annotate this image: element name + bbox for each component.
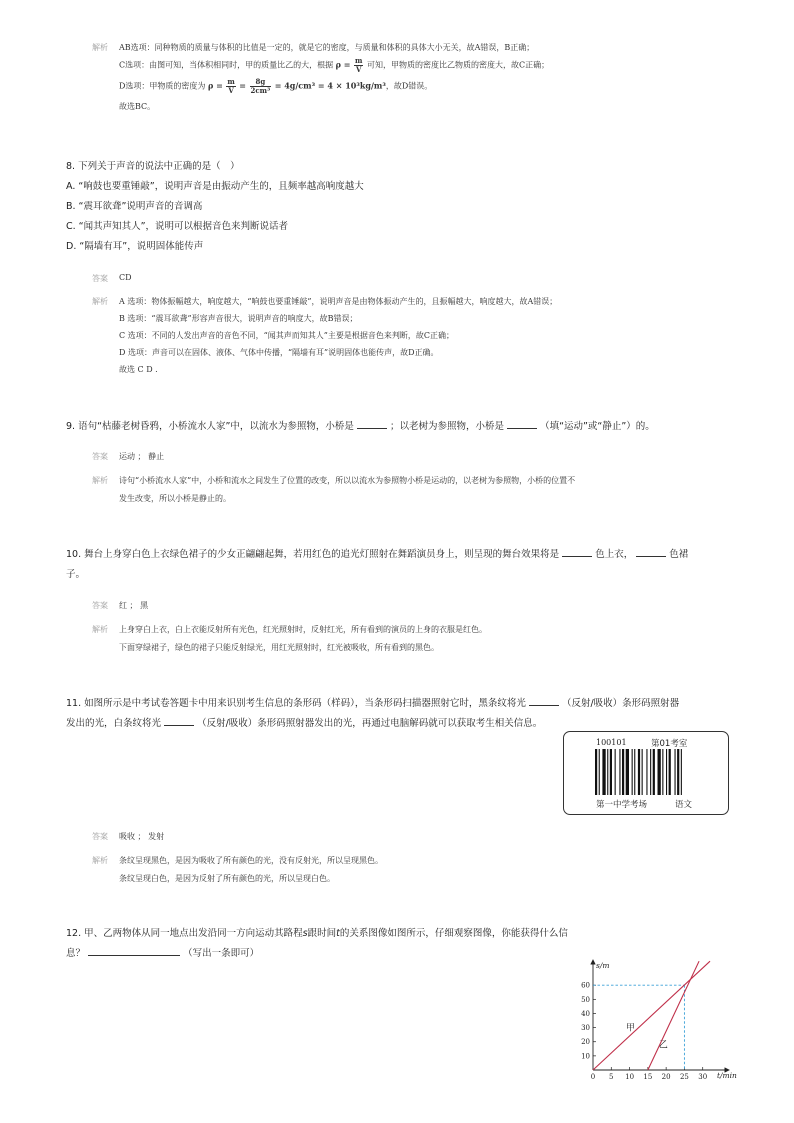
barcode-bar bbox=[650, 749, 651, 795]
series-label-yi: 乙 bbox=[658, 1040, 668, 1051]
q8-option-b: B. “震耳欲聋”说明声音的音调高 bbox=[66, 201, 203, 212]
barcode-subject: 语文 bbox=[675, 800, 693, 810]
answer-tag: 答案 bbox=[92, 274, 108, 283]
q8-analysis-line: D 选项：声音可以在固体、液体、气体中传播，“隔墙有耳”说明固体也能传声，故D正确。 bbox=[119, 348, 439, 357]
y-tick-label: 30 bbox=[581, 1024, 590, 1033]
q10-stem-cont: 子。 bbox=[66, 569, 86, 580]
barcode-bar bbox=[638, 749, 640, 795]
q10-analysis-line: 上身穿白上衣，白上衣能反射所有光色，红光照射时，反射红光，所有看到的演员的上身的衣服是红色。 bbox=[119, 625, 487, 634]
answer-tag: 答案 bbox=[92, 601, 108, 610]
barcode-bar bbox=[602, 749, 605, 795]
q11-stem-cont: 发出的光，白条纹将光 （反射/吸收）条形码照射器发出的光，再通过电脑解码就可以获取考生相关信息。 bbox=[66, 718, 543, 729]
barcode-bar bbox=[607, 749, 608, 795]
q11-blank-1[interactable] bbox=[529, 696, 559, 706]
x-tick-label: 20 bbox=[661, 1073, 671, 1081]
q11-analysis-line: 条纹呈现白色，是因为反射了所有颜色的光，所以呈现白色。 bbox=[119, 874, 335, 883]
q10-blank-2[interactable] bbox=[636, 547, 666, 557]
q7-analysis-line: AB选项：同种物质的质量与体积的比值是一定的，就是它的密度，与质量和体积的具体大小无关，故A错误，B正确； bbox=[119, 43, 535, 52]
x-tick-label: 25 bbox=[679, 1073, 689, 1081]
barcode-bar bbox=[632, 749, 633, 795]
x-tick-label: 15 bbox=[643, 1073, 653, 1081]
barcode-bar bbox=[642, 749, 643, 795]
x-tick-label: 10 bbox=[625, 1073, 635, 1081]
analysis-tag: 解析 bbox=[92, 625, 108, 634]
barcode-room: 第01考室 bbox=[651, 739, 688, 749]
barcode-bar bbox=[610, 749, 612, 795]
q12-stem: 12. 甲、乙两物体从同一地点出发沿同一方向运动其路程s跟时间t的关系图像如图所示，仔细观察图像，你能获得什么信 bbox=[66, 928, 568, 939]
series-line-1 bbox=[648, 961, 699, 1070]
q10-analysis-line: 下面穿绿裙子，绿色的裙子只能反射绿光，用红光照射时，红光被吸收，所有看到的黑色。 bbox=[119, 643, 439, 652]
q9-analysis-line: 发生改变，所以小桥是静止的。 bbox=[119, 494, 231, 503]
barcode-bar bbox=[646, 749, 647, 795]
barcode-bar bbox=[662, 749, 663, 795]
q8-option-d: D. “隔墙有耳”，说明固体能传声 bbox=[66, 241, 204, 252]
barcode-bar bbox=[681, 749, 682, 795]
barcode-bar bbox=[669, 749, 671, 795]
analysis-tag: 解析 bbox=[92, 476, 108, 485]
barcode-number: 100101 bbox=[596, 738, 627, 747]
barcode-bar bbox=[653, 749, 655, 795]
series-line-0 bbox=[593, 961, 710, 1070]
x-tick-label: 0 bbox=[590, 1073, 596, 1081]
barcode-bars bbox=[595, 749, 699, 795]
q12-stem-cont: 息？ （写出一条即可） bbox=[66, 948, 260, 959]
y-tick-label: 40 bbox=[581, 1009, 590, 1018]
answer-tag: 答案 bbox=[92, 452, 108, 461]
analysis-tag: 解析 bbox=[92, 43, 108, 52]
barcode-bar bbox=[677, 749, 679, 795]
x-axis-label: t/min bbox=[717, 1071, 737, 1080]
barcode-bar bbox=[622, 749, 624, 795]
answer-tag: 答案 bbox=[92, 832, 108, 841]
x-tick-label: 30 bbox=[698, 1073, 708, 1081]
y-tick-label: 50 bbox=[581, 995, 590, 1004]
q9-blank-2[interactable] bbox=[507, 419, 537, 429]
barcode-bar bbox=[619, 749, 620, 795]
q8-stem: 8. 下列关于声音的说法中正确的是（ ） bbox=[66, 161, 240, 172]
y-tick-label: 60 bbox=[581, 981, 590, 990]
q8-analysis-line: C 选项：不同的人发出声音的音色不同，“闻其声而知其人”主要是根据音色来判断，故C正确； bbox=[119, 331, 454, 340]
q8-analysis-line: B 选项：“震耳欲聋”形容声音很大，说明声音的响度大，故B错误； bbox=[119, 314, 358, 323]
q11-analysis-line: 条纹呈现黑色，是因为吸收了所有颜色的光，没有反射光，所以呈现黑色。 bbox=[119, 856, 383, 865]
q11-blank-2[interactable] bbox=[164, 716, 194, 726]
analysis-tag: 解析 bbox=[92, 297, 108, 306]
q10-stem: 10. 舞台上身穿白色上衣绿色裙子的少女正翩翩起舞，若用红色的追光灯照射在舞蹈演员身上，则呈现的舞台效果将是 色上衣， 色裙 bbox=[66, 549, 689, 560]
analysis-tag: 解析 bbox=[92, 856, 108, 865]
barcode-bar bbox=[595, 749, 597, 795]
y-tick-label: 20 bbox=[581, 1038, 590, 1047]
q11-answer: 吸收 ； 发射 bbox=[119, 832, 165, 841]
q10-answer: 红 ； 黑 bbox=[119, 601, 149, 610]
q8-analysis-end: 故选 C D . bbox=[119, 365, 158, 374]
s-t-graph bbox=[570, 958, 737, 1084]
barcode-bar bbox=[666, 749, 667, 795]
q9-answer: 运动 ； 静止 bbox=[119, 452, 165, 461]
q7-analysis-end: 故选BC。 bbox=[119, 102, 156, 111]
barcode-bar bbox=[615, 749, 616, 795]
q11-stem: 11. 如图所示是中考试卷答题卡中用来识别考生信息的条形码（样码），当条形码扫描器照射它时，黑条纹将光 （反射/吸收）条形码照射器 bbox=[66, 698, 680, 709]
q8-answer: CD bbox=[119, 273, 132, 282]
barcode-bar bbox=[675, 749, 676, 795]
q9-stem: 9. 语句“枯藤老树昏鸦，小桥流水人家”中，以流水为参照物，小桥是 ；以老树为参照物，小桥是 （填“运动”或“静止”）的。 bbox=[66, 421, 655, 432]
barcode-bar bbox=[626, 749, 629, 795]
barcode-bar bbox=[658, 749, 661, 795]
barcode-card bbox=[563, 731, 729, 815]
barcode-school: 第一中学考场 bbox=[596, 800, 648, 810]
x-tick-label: 5 bbox=[609, 1073, 614, 1081]
q9-analysis-line: 诗句“小桥流水人家”中，小桥和流水之间发生了位置的改变，所以以流水为参照物小桥是运动的，以老树为参照物，小桥的位置不 bbox=[119, 476, 576, 485]
q7-analysis-line-c: C选项：由图可知，当体积相同时，甲的质量比乙的大，根据 ρ = $\frac{m}{V}$ 可知，甲物质的密度比乙物质的密度大，故C正确； bbox=[119, 56, 550, 74]
barcode-bar bbox=[634, 749, 635, 795]
q12-blank[interactable] bbox=[88, 946, 180, 956]
q9-blank-1[interactable] bbox=[357, 419, 387, 429]
q7-analysis-line-d: D选项：甲物质的密度为 ρ = $\frac{m}{V}$ = $\frac{8g}{\text{2cm³}}$ = 4g/cm³ = 4 × 10³kg/m³，故D错误。 bbox=[119, 77, 433, 95]
q8-option-a: A. “响鼓也要重锤敲”，说明声音是由振动产生的，且频率越高响度越大 bbox=[66, 181, 364, 192]
series-label-jia: 甲 bbox=[625, 1023, 635, 1034]
barcode-bar bbox=[599, 749, 600, 795]
q8-option-c: C. “闻其声知其人”，说明可以根据音色来判断说话者 bbox=[66, 221, 289, 232]
y-tick-label: 10 bbox=[581, 1052, 590, 1061]
q10-blank-1[interactable] bbox=[562, 547, 592, 557]
y-axis-label: s/m bbox=[596, 961, 610, 970]
q8-analysis-line: A 选项：物体振幅越大，响度越大，“响鼓也要重锤敲”，说明声音是由物体振动产生的，且振幅越大，响度越大，故A错误； bbox=[119, 297, 558, 306]
